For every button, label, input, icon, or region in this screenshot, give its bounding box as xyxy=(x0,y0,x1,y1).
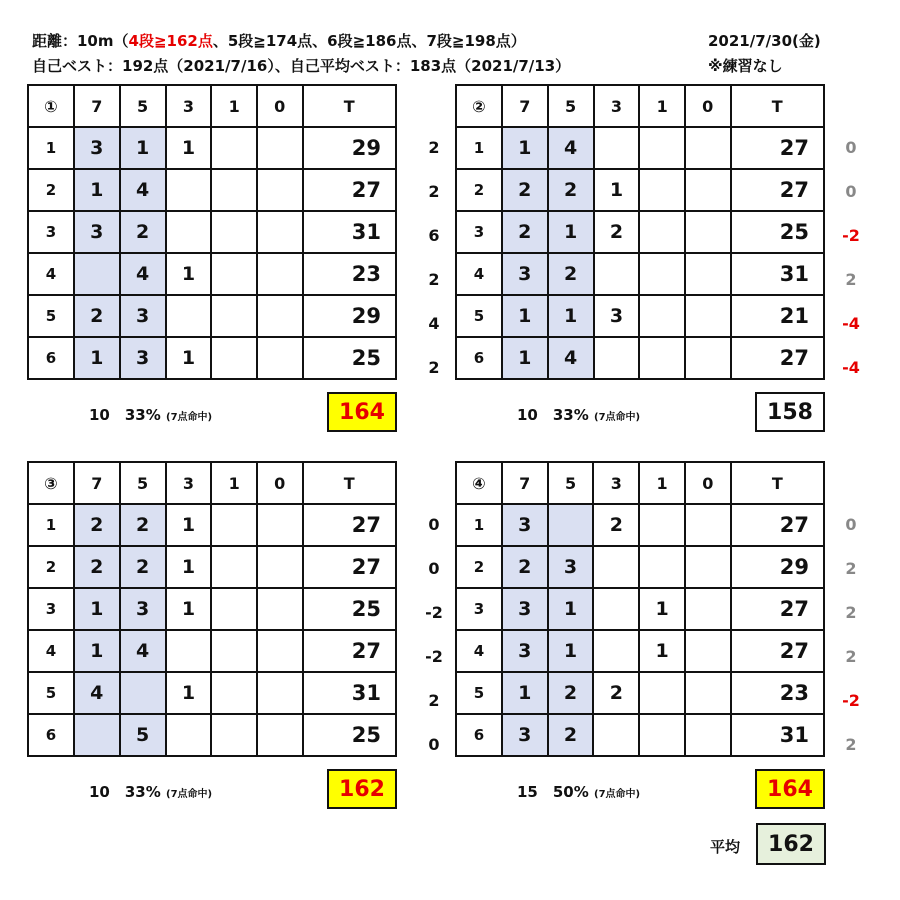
change-value: -2 xyxy=(425,603,443,622)
arrow-count-c3: 1 xyxy=(166,127,212,169)
end-total: 31 xyxy=(731,253,825,295)
distance-thresholds: 、5段≧174点、6段≧186点、7段≧198点） xyxy=(212,32,526,50)
hit-rate xyxy=(89,404,212,425)
table-row xyxy=(28,630,396,672)
column-header: 0 xyxy=(685,85,731,127)
arrow-count-c0 xyxy=(257,337,303,379)
arrow-count-c5: 4 xyxy=(120,253,166,295)
arrow-count-c0 xyxy=(257,546,303,588)
end-number: 3 xyxy=(456,588,502,630)
score-table xyxy=(27,84,397,380)
arrow-count-c3: 1 xyxy=(166,504,212,546)
end-number: 3 xyxy=(28,211,74,253)
column-header: 0 xyxy=(257,85,303,127)
end-total: 25 xyxy=(303,588,397,630)
arrow-count-c7: 3 xyxy=(502,253,548,295)
end-number: 1 xyxy=(28,504,74,546)
hit-rate-value: 10 33% xyxy=(517,406,589,424)
arrow-count-c7: 4 xyxy=(74,672,120,714)
end-total: 31 xyxy=(303,672,397,714)
change-value: 2 xyxy=(428,182,440,201)
arrow-count-c0 xyxy=(257,253,303,295)
arrow-count-c5: 1 xyxy=(548,630,594,672)
end-total: 25 xyxy=(303,337,397,379)
round-label: ③ xyxy=(28,462,74,504)
end-total: 21 xyxy=(731,295,825,337)
end-total: 31 xyxy=(731,714,824,756)
arrow-count-c1 xyxy=(211,295,257,337)
arrow-count-c0 xyxy=(257,169,303,211)
arrow-count-c7: 2 xyxy=(502,211,548,253)
table-row xyxy=(456,504,824,546)
round-2 xyxy=(455,84,860,425)
table-header-row xyxy=(456,462,824,504)
column-header-total: T xyxy=(731,462,824,504)
table-header-row xyxy=(28,85,396,127)
arrow-count-c7: 3 xyxy=(502,504,548,546)
difference-value: -4 xyxy=(842,314,860,333)
difference-value: -4 xyxy=(842,358,860,377)
column-header: 7 xyxy=(74,462,120,504)
arrow-count-c5: 3 xyxy=(120,295,166,337)
arrow-count-c3 xyxy=(593,714,639,756)
arrow-count-c3 xyxy=(594,337,640,379)
arrow-count-c1 xyxy=(639,253,685,295)
arrow-count-c0 xyxy=(685,211,731,253)
end-number: 1 xyxy=(456,504,502,546)
end-number: 4 xyxy=(28,630,74,672)
round-total: 164 xyxy=(327,392,397,432)
arrow-count-c0 xyxy=(257,630,303,672)
arrow-count-c0 xyxy=(685,295,731,337)
column-header: 0 xyxy=(257,462,303,504)
date-label: 2021/7/30(金) xyxy=(708,32,821,50)
column-header: 3 xyxy=(166,85,212,127)
table-row xyxy=(456,169,824,211)
arrow-count-c1 xyxy=(211,337,257,379)
arrow-count-c0 xyxy=(257,127,303,169)
table-row xyxy=(456,211,824,253)
end-number: 1 xyxy=(456,127,502,169)
arrow-count-c1 xyxy=(639,546,685,588)
end-number: 2 xyxy=(28,546,74,588)
column-header-total: T xyxy=(303,85,397,127)
difference-value: -2 xyxy=(842,691,860,710)
arrow-count-c0 xyxy=(257,672,303,714)
arrow-count-c1 xyxy=(639,714,685,756)
arrow-count-c1 xyxy=(211,127,257,169)
end-number: 4 xyxy=(28,253,74,295)
arrow-count-c7 xyxy=(74,253,120,295)
end-total: 27 xyxy=(303,546,397,588)
table-row xyxy=(28,337,396,379)
arrow-count-c1 xyxy=(639,127,685,169)
arrow-count-c5: 3 xyxy=(120,337,166,379)
column-header-total: T xyxy=(303,462,397,504)
arrow-count-c1: 1 xyxy=(639,588,685,630)
arrow-count-c1: 1 xyxy=(639,630,685,672)
change-value: 0 xyxy=(428,559,440,578)
arrow-count-c1 xyxy=(639,295,685,337)
change-value: 2 xyxy=(428,358,440,377)
change-value: -2 xyxy=(425,647,443,666)
end-total: 27 xyxy=(731,169,825,211)
arrow-count-c3: 1 xyxy=(594,169,640,211)
arrow-count-c1 xyxy=(639,169,685,211)
arrow-count-c1 xyxy=(211,253,257,295)
end-total: 23 xyxy=(731,672,824,714)
end-total: 27 xyxy=(303,630,397,672)
arrow-count-c0 xyxy=(685,630,731,672)
arrow-count-c1 xyxy=(211,630,257,672)
end-total: 29 xyxy=(303,295,397,337)
arrow-count-c1 xyxy=(211,211,257,253)
end-number: 5 xyxy=(456,295,502,337)
end-total: 27 xyxy=(303,504,397,546)
change-value: 4 xyxy=(428,314,440,333)
arrow-count-c0 xyxy=(685,588,731,630)
arrow-count-c5: 2 xyxy=(548,253,594,295)
score-table xyxy=(455,461,825,757)
table-row xyxy=(456,630,824,672)
end-number: 2 xyxy=(456,546,502,588)
arrow-count-c7: 1 xyxy=(502,337,548,379)
arrow-count-c5: 3 xyxy=(548,546,594,588)
column-header: 1 xyxy=(211,85,257,127)
hit-rate xyxy=(517,781,640,802)
personal-best-line: 自己ベスト：192点（2021/7/16）、自己平均ベスト：183点（2021/7/13） xyxy=(32,57,571,75)
arrow-count-c7: 3 xyxy=(502,588,548,630)
arrow-count-c0 xyxy=(257,714,303,756)
arrow-count-c3: 1 xyxy=(166,546,212,588)
end-number: 4 xyxy=(456,630,502,672)
arrow-count-c1 xyxy=(639,672,685,714)
change-value: 0 xyxy=(428,515,440,534)
arrow-count-c3: 1 xyxy=(166,253,212,295)
score-table xyxy=(27,461,397,757)
end-total: 27 xyxy=(731,630,824,672)
column-header-total: T xyxy=(731,85,825,127)
column-header: 5 xyxy=(548,462,594,504)
arrow-count-c7 xyxy=(74,714,120,756)
difference-value: 2 xyxy=(845,270,857,289)
arrow-count-c1 xyxy=(211,504,257,546)
end-number: 6 xyxy=(456,337,502,379)
arrow-count-c0 xyxy=(257,588,303,630)
average-label: 平均 xyxy=(710,838,741,856)
round-label: ④ xyxy=(456,462,502,504)
table-header-row xyxy=(456,85,824,127)
hit-rate-value: 10 33% xyxy=(89,406,161,424)
arrow-count-c3 xyxy=(593,588,639,630)
arrow-count-c0 xyxy=(685,546,731,588)
end-total: 29 xyxy=(731,546,824,588)
column-header: 5 xyxy=(548,85,594,127)
column-header: 0 xyxy=(685,462,731,504)
arrow-count-c5: 2 xyxy=(120,211,166,253)
difference-value: 2 xyxy=(845,735,857,754)
arrow-count-c7: 1 xyxy=(74,169,120,211)
table-row xyxy=(28,169,396,211)
table-row xyxy=(456,588,824,630)
arrow-count-c1 xyxy=(639,337,685,379)
arrow-count-c3 xyxy=(166,295,212,337)
arrow-count-c7: 1 xyxy=(74,588,120,630)
distance-prefix: 距離：10m（ xyxy=(32,32,129,50)
hit-rate xyxy=(517,404,640,425)
arrow-count-c5: 4 xyxy=(548,127,594,169)
arrow-count-c0 xyxy=(685,169,731,211)
arrow-count-c0 xyxy=(257,295,303,337)
arrow-count-c5: 1 xyxy=(548,211,594,253)
difference-value: 0 xyxy=(845,138,857,157)
column-header: 1 xyxy=(639,462,685,504)
arrow-count-c1 xyxy=(211,169,257,211)
end-total: 27 xyxy=(731,504,824,546)
arrow-count-c7: 3 xyxy=(74,127,120,169)
column-header: 7 xyxy=(502,462,548,504)
arrow-count-c5: 3 xyxy=(120,588,166,630)
arrow-count-c5: 2 xyxy=(548,672,594,714)
table-row xyxy=(28,588,396,630)
column-header: 1 xyxy=(639,85,685,127)
arrow-count-c0 xyxy=(685,672,731,714)
round-4 xyxy=(455,461,860,802)
arrow-count-c7: 3 xyxy=(502,630,548,672)
end-number: 5 xyxy=(456,672,502,714)
end-total: 27 xyxy=(303,169,397,211)
arrow-count-c3: 1 xyxy=(166,672,212,714)
arrow-count-c5: 1 xyxy=(548,295,594,337)
end-number: 3 xyxy=(456,211,502,253)
difference-value: 0 xyxy=(845,515,857,534)
arrow-count-c3: 2 xyxy=(593,504,639,546)
difference-value: 2 xyxy=(845,647,857,666)
round-1 xyxy=(27,84,440,425)
arrow-count-c7: 3 xyxy=(502,714,548,756)
table-row xyxy=(456,546,824,588)
change-value: 2 xyxy=(428,138,440,157)
arrow-count-c0 xyxy=(685,127,731,169)
round-3 xyxy=(27,461,443,802)
end-number: 6 xyxy=(28,714,74,756)
arrow-count-c7: 2 xyxy=(74,504,120,546)
arrow-count-c5 xyxy=(120,672,166,714)
table-row xyxy=(28,253,396,295)
column-header: 5 xyxy=(120,85,166,127)
table-row xyxy=(28,672,396,714)
arrow-count-c3 xyxy=(166,169,212,211)
practice-note: ※練習なし xyxy=(708,57,783,75)
distance-4dan-threshold: 4段≧162点 xyxy=(128,32,213,50)
difference-value: 2 xyxy=(845,559,857,578)
end-total: 27 xyxy=(731,588,824,630)
arrow-count-c5: 2 xyxy=(120,546,166,588)
column-header: 3 xyxy=(593,462,639,504)
end-total: 29 xyxy=(303,127,397,169)
arrow-count-c1 xyxy=(211,714,257,756)
table-row xyxy=(28,211,396,253)
distance-line xyxy=(32,30,526,51)
hit-rate xyxy=(89,781,212,802)
arrow-count-c7: 1 xyxy=(74,630,120,672)
arrow-count-c3: 1 xyxy=(166,588,212,630)
hit-rate-value: 15 50% xyxy=(517,783,589,801)
table-row xyxy=(28,504,396,546)
arrow-count-c7: 1 xyxy=(502,295,548,337)
difference-value: -2 xyxy=(842,226,860,245)
arrow-count-c1 xyxy=(639,211,685,253)
column-header: 3 xyxy=(594,85,640,127)
end-number: 2 xyxy=(456,169,502,211)
hit-rate-note: (7点命中) xyxy=(166,412,213,423)
arrow-count-c7: 2 xyxy=(502,169,548,211)
arrow-count-c7: 2 xyxy=(74,295,120,337)
end-number: 4 xyxy=(456,253,502,295)
end-number: 3 xyxy=(28,588,74,630)
arrow-count-c1 xyxy=(639,504,685,546)
arrow-count-c3 xyxy=(594,127,640,169)
table-row xyxy=(28,714,396,756)
column-header: 3 xyxy=(166,462,212,504)
average-value: 162 xyxy=(756,823,826,865)
arrow-count-c5: 1 xyxy=(120,127,166,169)
table-row xyxy=(456,253,824,295)
arrow-count-c5: 2 xyxy=(120,504,166,546)
table-row xyxy=(456,295,824,337)
hit-rate-note: (7点命中) xyxy=(594,412,641,423)
end-number: 6 xyxy=(28,337,74,379)
arrow-count-c5: 4 xyxy=(120,630,166,672)
arrow-count-c7: 1 xyxy=(502,672,548,714)
end-number: 6 xyxy=(456,714,502,756)
arrow-count-c3: 3 xyxy=(594,295,640,337)
end-total: 25 xyxy=(303,714,397,756)
arrow-count-c5: 4 xyxy=(548,337,594,379)
end-total: 25 xyxy=(731,211,825,253)
arrow-count-c0 xyxy=(685,504,731,546)
arrow-count-c1 xyxy=(211,546,257,588)
arrow-count-c7: 2 xyxy=(74,546,120,588)
arrow-count-c0 xyxy=(685,337,731,379)
arrow-count-c3: 1 xyxy=(166,337,212,379)
arrow-count-c5: 2 xyxy=(548,169,594,211)
arrow-count-c3: 2 xyxy=(594,211,640,253)
arrow-count-c3 xyxy=(166,630,212,672)
change-value: 6 xyxy=(428,226,440,245)
round-total: 164 xyxy=(755,769,825,809)
change-value: 2 xyxy=(428,270,440,289)
end-total: 23 xyxy=(303,253,397,295)
arrow-count-c3 xyxy=(166,714,212,756)
round-label: ① xyxy=(28,85,74,127)
table-row xyxy=(456,127,824,169)
arrow-count-c3 xyxy=(594,253,640,295)
arrow-count-c1 xyxy=(211,672,257,714)
arrow-count-c0 xyxy=(257,504,303,546)
arrow-count-c1 xyxy=(211,588,257,630)
end-total: 31 xyxy=(303,211,397,253)
column-header: 5 xyxy=(120,462,166,504)
arrow-count-c5: 4 xyxy=(120,169,166,211)
table-row xyxy=(456,672,824,714)
difference-value: 0 xyxy=(845,182,857,201)
hit-rate-value: 10 33% xyxy=(89,783,161,801)
table-row xyxy=(28,295,396,337)
arrow-count-c5: 1 xyxy=(548,588,594,630)
arrow-count-c3: 2 xyxy=(593,672,639,714)
arrow-count-c5: 5 xyxy=(120,714,166,756)
arrow-count-c7: 2 xyxy=(502,546,548,588)
column-header: 7 xyxy=(74,85,120,127)
change-value: 2 xyxy=(428,691,440,710)
difference-value: 2 xyxy=(845,603,857,622)
round-total: 158 xyxy=(755,392,825,432)
end-total: 27 xyxy=(731,127,825,169)
arrow-count-c7: 1 xyxy=(502,127,548,169)
end-number: 5 xyxy=(28,295,74,337)
end-number: 2 xyxy=(28,169,74,211)
end-number: 5 xyxy=(28,672,74,714)
arrow-count-c7: 1 xyxy=(74,337,120,379)
arrow-count-c0 xyxy=(257,211,303,253)
round-label: ② xyxy=(456,85,502,127)
score-table xyxy=(455,84,825,380)
end-number: 1 xyxy=(28,127,74,169)
table-header-row xyxy=(28,462,396,504)
arrow-count-c3 xyxy=(593,630,639,672)
arrow-count-c3 xyxy=(593,546,639,588)
table-row xyxy=(456,337,824,379)
hit-rate-note: (7点命中) xyxy=(594,789,641,800)
hit-rate-note: (7点命中) xyxy=(166,789,213,800)
change-value: 0 xyxy=(428,735,440,754)
column-header: 7 xyxy=(502,85,548,127)
arrow-count-c0 xyxy=(685,714,731,756)
table-row xyxy=(28,546,396,588)
arrow-count-c5: 2 xyxy=(548,714,594,756)
arrow-count-c3 xyxy=(166,211,212,253)
arrow-count-c0 xyxy=(685,253,731,295)
column-header: 1 xyxy=(211,462,257,504)
arrow-count-c5 xyxy=(548,504,594,546)
table-row xyxy=(456,714,824,756)
round-total: 162 xyxy=(327,769,397,809)
end-total: 27 xyxy=(731,337,825,379)
arrow-count-c7: 3 xyxy=(74,211,120,253)
table-row xyxy=(28,127,396,169)
